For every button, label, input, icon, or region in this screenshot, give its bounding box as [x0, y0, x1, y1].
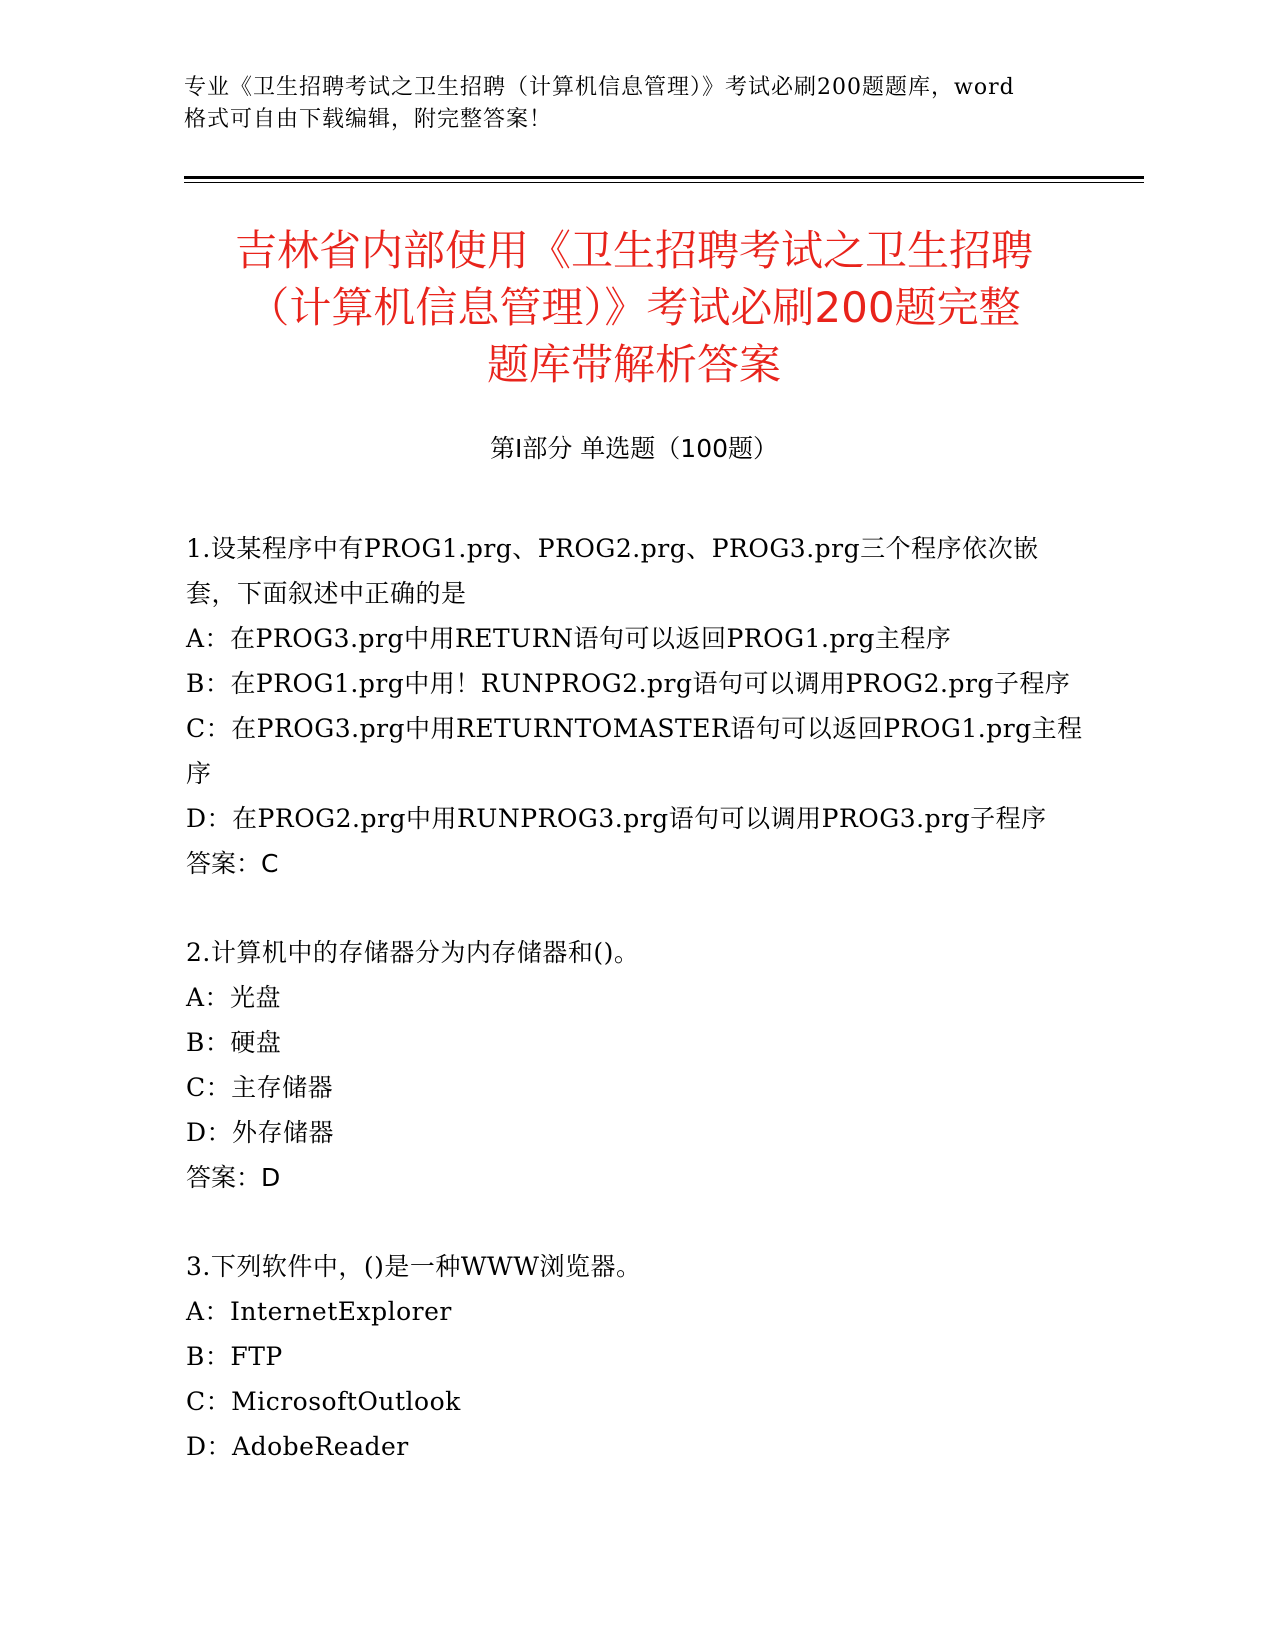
- option-d: D：外存储器: [186, 1118, 335, 1147]
- question-stem: 3.下列软件中，()是一种WWW浏览器。: [186, 1252, 642, 1281]
- option-c: C：MicrosoftOutlook: [186, 1387, 461, 1416]
- question-1: [186, 526, 1086, 886]
- document-title: [184, 222, 1084, 393]
- question-3: [186, 1244, 1086, 1469]
- option-d: D：AdobeReader: [186, 1432, 409, 1461]
- document-title-line-2: （计算机信息管理）》考试必刷200题完整: [247, 283, 1021, 332]
- question-stem-line-2: 套，下面叙述中正确的是: [186, 579, 467, 608]
- question-2: [186, 930, 1086, 1200]
- option-a: A：在PROG3.prg中用RETURN语句可以返回PROG1.prg主程序: [186, 624, 952, 653]
- option-c-line-2: 序: [186, 759, 212, 788]
- option-a: A：InternetExplorer: [186, 1297, 452, 1326]
- header-note: [184, 72, 1084, 136]
- option-a: A：光盘: [186, 983, 282, 1012]
- document-title-line-3: 题库带解析答案: [486, 340, 781, 389]
- option-c-line-1: C：在PROG3.prg中用RETURNTOMASTER语句可以返回PROG1.prg主程: [186, 714, 1083, 743]
- option-b: B：硬盘: [186, 1028, 282, 1057]
- section-title: 第Ⅰ部分 单选题（100题）: [489, 434, 779, 463]
- option-b: B：在PROG1.prg中用！RUNPROG2.prg语句可以调用PROG2.prg子程序: [186, 669, 1071, 698]
- question-stem-line-1: 1.设某程序中有PROG1.prg、PROG2.prg、PROG3.prg三个程序依次嵌: [186, 534, 1039, 563]
- answer: 答案：C: [186, 849, 279, 878]
- header-note-line-2: 格式可自由下载编辑，附完整答案！: [184, 107, 553, 132]
- answer: 答案：D: [186, 1163, 281, 1192]
- document-title-line-1: 吉林省内部使用《卫生招聘考试之卫生招聘: [234, 226, 1033, 275]
- header-rule-thick: [184, 176, 1144, 179]
- header-rule-thin: [184, 182, 1144, 183]
- option-b: B：FTP: [186, 1342, 283, 1371]
- option-d: D：在PROG2.prg中用RUNPROG3.prg语句可以调用PROG3.prg子程序: [186, 804, 1047, 833]
- question-list: [186, 526, 1086, 1513]
- question-stem: 2.计算机中的存储器分为内存储器和()。: [186, 938, 640, 967]
- option-c: C：主存储器: [186, 1073, 334, 1102]
- header-note-line-1: 专业《卫生招聘考试之卫生招聘（计算机信息管理）》考试必刷200题题库，word: [184, 75, 1015, 100]
